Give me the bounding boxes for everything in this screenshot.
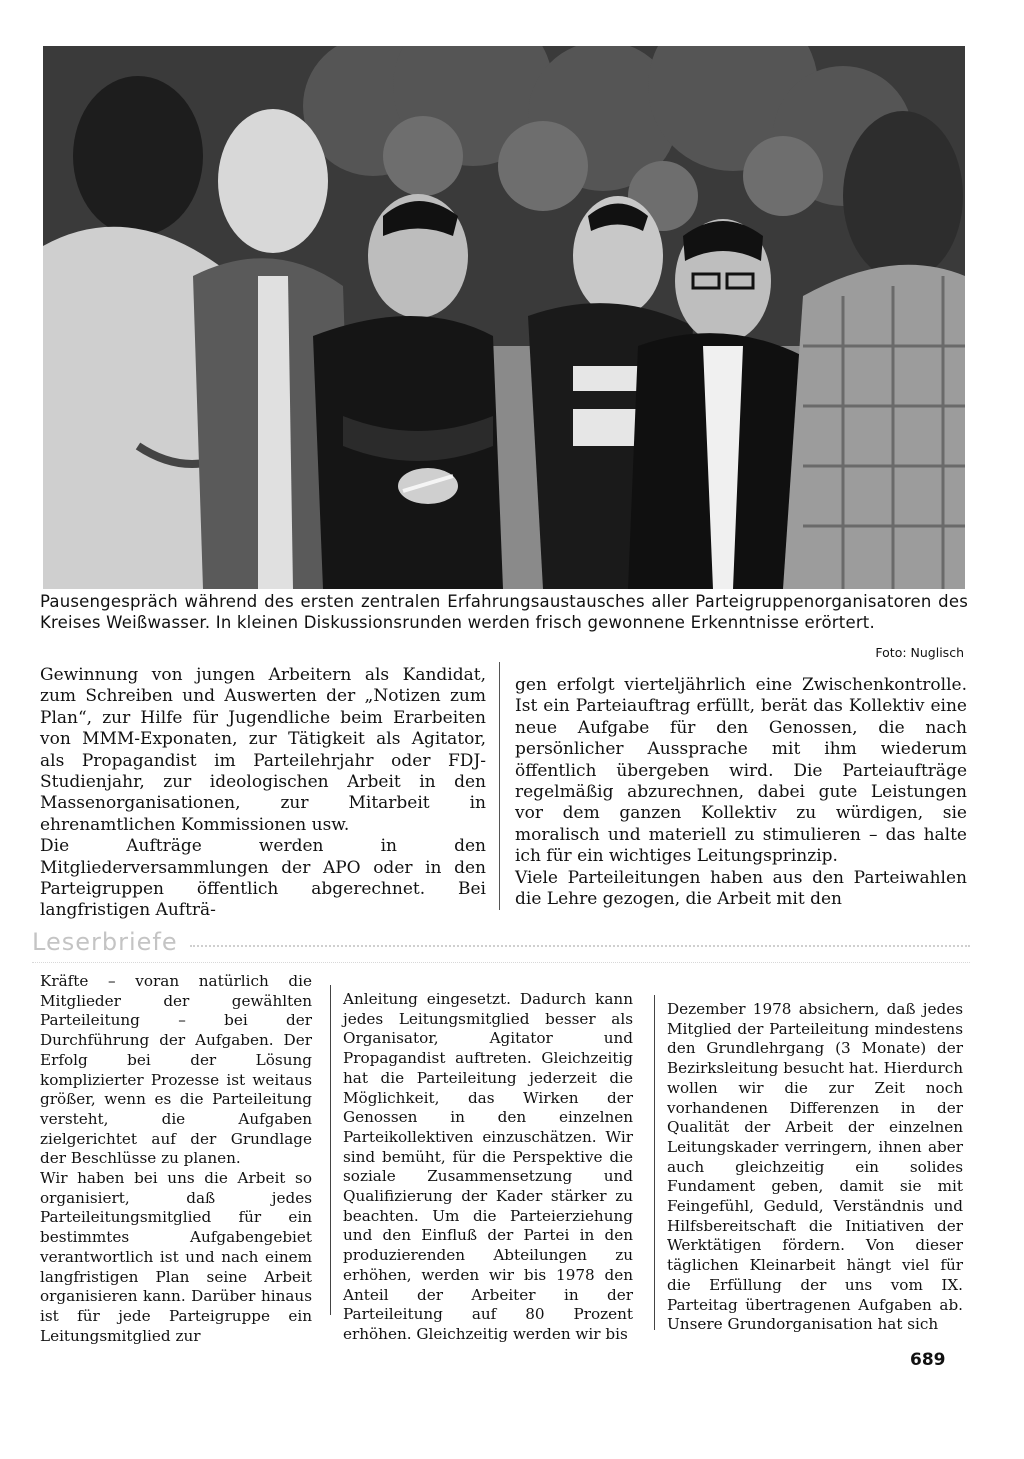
paragraph: Die Aufträge werden in den Mitgliederversammlungen der APO oder in den Parteigruppen öffentlich abgerechnet. Bei langfristigen Aufträ- bbox=[40, 836, 486, 921]
letters-column-1 bbox=[40, 972, 312, 1346]
article-column-right bbox=[515, 675, 967, 910]
section-divider-lower bbox=[32, 962, 970, 963]
paragraph: Gewinnung von jungen Arbeitern als Kandidat, zum Schreiben und Auswerten der „Notizen zum Plan“, zur Hilfe für Jugendliche beim Erarbeiten von MMM-Exponaten, zur Tätigkeit als Agitator, als Propagandist im Parteilehrjahr oder FDJ-Studienjahr, zur ideologischen Arbeit in den Massenorganisationen, zur Mitarbeit in ehrenamtlichen Kommissionen usw. bbox=[40, 665, 486, 835]
page-number: 689 bbox=[910, 1350, 946, 1370]
section-divider bbox=[190, 945, 970, 947]
paragraph: Anleitung eingesetzt. Dadurch kann jedes Leitungsmitglied besser als Organisator, Agitator und Propagandist auftreten. Gleichzeitig hat die Parteileitung jederzeit die Möglichkeit, das Wirken der Genossen in den einzelnen Parteikollektiven einzuschätzen. Wir sind bemüht, für die Perspektive die soziale Zusammensetzung und Qualifizierung der Kader stärker zu beachten. Um die Parteierziehung und den Einfluß der Partei in den produzierenden Abteilungen zu erhöhen, werden wir bis 1978 den Anteil der Arbeiter in der Parteileitung auf 80 Prozent erhöhen. Gleichzeitig werden wir bis bbox=[343, 990, 633, 1343]
photo bbox=[43, 46, 965, 589]
paragraph: Kräfte – voran natürlich die Mitglieder der gewählten Parteileitung – bei der Durchführung der Aufgaben. Der Erfolg bei der Lösung komplizierter Prozesse ist weitaus größer, wenn es die Parteileitung versteht, die Aufgaben zielgerichtet auf der Grundlage der Beschlüsse zu planen. bbox=[40, 972, 312, 1168]
letters-column-2 bbox=[343, 990, 633, 1345]
article-column-left bbox=[40, 665, 486, 922]
column-divider bbox=[330, 985, 331, 1315]
photo-people-group-icon bbox=[43, 46, 965, 589]
paragraph: gen erfolgt vierteljährlich eine Zwischenkontrolle. Ist ein Parteiauftrag erfüllt, berät das Kollektiv eine neue Aufgabe für den Genossen, die nach persönlicher Aussprache mit ihm wiederum öffentlich übergeben wird. Die Parteiaufträge regelmäßig abzurechnen, dabei gute Leistungen vor dem ganzen Kollektiv zu würdigen, sie moralisch und materiell zu stimulieren – das halte ich für ein wichtiges Leitungsprinzip. bbox=[515, 675, 967, 867]
paragraph: Dezember 1978 absichern, daß jedes Mitglied der Parteileitung mindestens den Grundlehrgang (3 Monate) der Bezirksleitung besucht hat. Hierdurch wollen wir die zur Zeit noch vorhandenen Differenzen in der Qualität der Arbeit der einzelnen Leitungskader verringern, ihnen aber auch gleichzeitig ein solides Fundament geben, damit sie mit Feingefühl, Geduld, Verständnis und Hilfsbereitschaft die Initiativen der Werktätigen fördern. Von dieser täglichen Kleinarbeit hängt viel für die Erfüllung der uns vom IX. Parteitag übertragenen Aufgaben ab. Unsere Grundorganisation hat sich bbox=[667, 1000, 963, 1334]
column-divider bbox=[499, 662, 500, 910]
section-label: Leserbriefe bbox=[32, 928, 178, 956]
paragraph: Wir haben bei uns die Arbeit so organisiert, daß jedes Parteileitungsmitglied für ein bestimmtes Aufgabengebiet verantwortlich ist und nach einem langfristigen Plan seine Arbeit organisieren kann. Darüber hinaus ist für jede Parteigruppe ein Leitungsmitglied zur bbox=[40, 1169, 312, 1345]
column-divider bbox=[654, 995, 655, 1330]
paragraph: Viele Parteileitungen haben aus den Parteiwahlen die Lehre gezogen, die Arbeit mit den bbox=[515, 867, 967, 910]
photo-credit: Foto: Nuglisch bbox=[875, 645, 964, 660]
letters-column-3 bbox=[667, 1000, 963, 1335]
photo-caption: Pausengespräch während des ersten zentralen Erfahrungsaustausches aller Parteigruppenorganisatoren des Kreises Weißwasser. In kleinen Diskussionsrunden werden frisch gewonnene Erkenntnisse erörtert. bbox=[40, 592, 968, 632]
